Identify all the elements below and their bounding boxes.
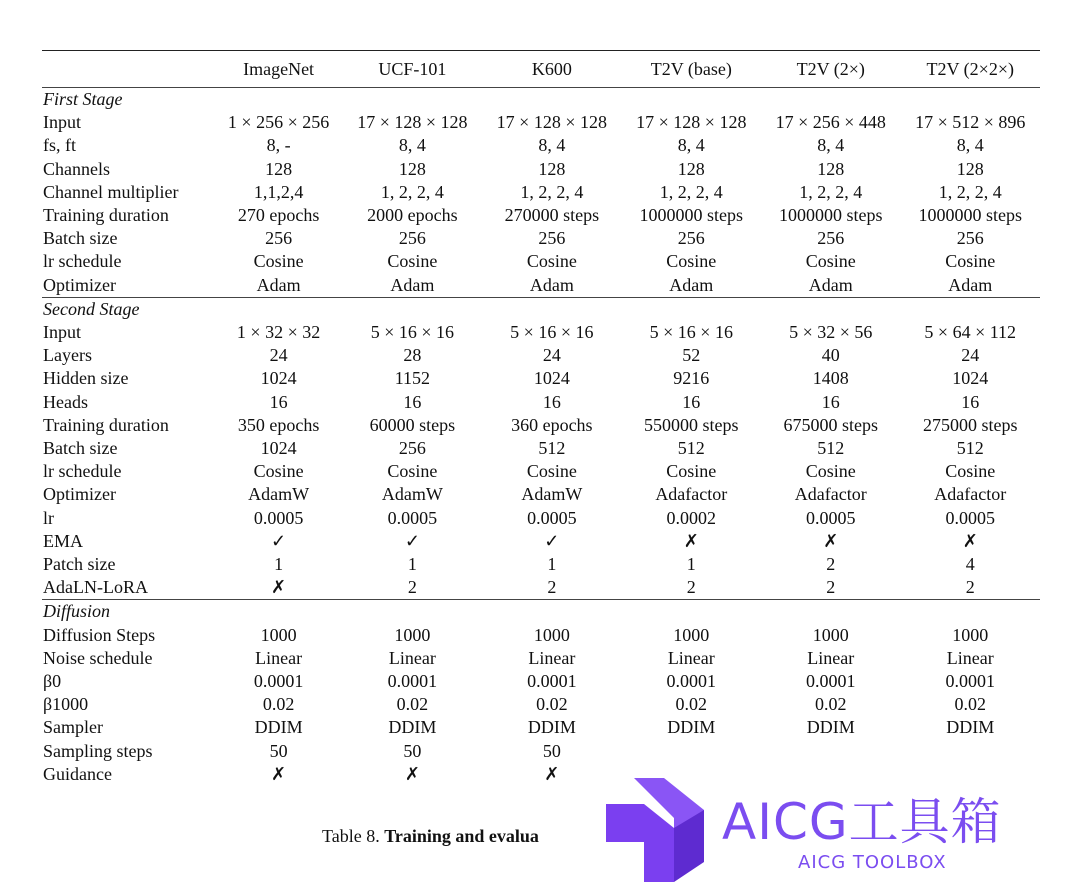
table-cell: ✗	[683, 530, 699, 551]
table-cell: 256	[538, 228, 566, 249]
table-cell: 1152	[394, 368, 431, 389]
row-label: Optimizer	[43, 274, 116, 295]
table-cell: 52	[682, 345, 701, 366]
table-cell: 1000	[533, 624, 570, 645]
table-cell: 8, 4	[817, 135, 845, 156]
table-cell: 0.0005	[387, 507, 438, 528]
table-cell: 1, 2, 2, 4	[799, 181, 863, 202]
table-cell: 256	[817, 228, 845, 249]
row-label: Input	[43, 112, 81, 133]
table-cell: 2	[547, 577, 557, 598]
row-label: lr schedule	[43, 461, 122, 482]
table-cell: 5 × 16 × 16	[370, 322, 455, 343]
table-row	[42, 204, 1040, 227]
table-cell: 60000 steps	[369, 414, 456, 435]
table-cell: 275000 steps	[923, 414, 1018, 435]
table-cell: 128	[677, 158, 705, 179]
row-label: EMA	[43, 530, 83, 551]
hyperparameter-table	[42, 50, 1040, 790]
table-cell: 24	[269, 345, 288, 366]
table-row	[42, 483, 1040, 506]
table-cell: ✓	[404, 530, 420, 551]
row-label: Heads	[43, 391, 88, 412]
table-cell: 1	[547, 554, 557, 575]
table-row	[42, 507, 1040, 530]
table-cell: 0.02	[954, 694, 986, 715]
row-label: Guidance	[43, 763, 112, 784]
table-cell: 28	[403, 345, 422, 366]
table-row	[42, 647, 1040, 670]
table-cell: 0.0005	[253, 507, 304, 528]
table-cell: 2	[826, 554, 836, 575]
table-row	[42, 274, 1040, 298]
row-label: Layers	[43, 345, 92, 366]
table-cell: 1000000 steps	[639, 205, 744, 226]
table-cell: 1	[274, 554, 284, 575]
table-row	[42, 576, 1040, 600]
table-row	[42, 670, 1040, 693]
table-cell: 256	[398, 438, 426, 459]
table-cell: 16	[542, 391, 561, 412]
table-cell: Cosine	[387, 461, 438, 482]
table-row	[42, 250, 1040, 273]
row-label: β0	[43, 671, 62, 692]
table-cell: 5 × 16 × 16	[649, 322, 733, 343]
table-cell: 17 × 128 × 128	[357, 112, 468, 133]
header-cell: T2V (2×2×)	[901, 51, 1041, 88]
row-label: Training duration	[43, 205, 169, 226]
table-cell: 0.0001	[387, 671, 438, 692]
table-cell: Cosine	[805, 251, 856, 272]
table-cell: 24	[542, 345, 561, 366]
table-row	[42, 740, 1040, 763]
table-cell: 270000 steps	[504, 205, 600, 226]
row-label: Diffusion Steps	[43, 624, 156, 645]
table-cell: ✗	[404, 763, 420, 784]
table-cell: 1,1,2,4	[253, 181, 304, 202]
table-cell: 270 epochs	[237, 205, 320, 226]
section-title: Second Stage	[42, 297, 1040, 321]
table-cell: DDIM	[946, 717, 995, 738]
table-cell: 4	[965, 554, 975, 575]
table-cell: 1408	[812, 368, 849, 389]
table-cell: 256	[677, 228, 705, 249]
table-cell: 1, 2, 2, 4	[520, 181, 584, 202]
table-cell: 128	[817, 158, 845, 179]
table-cell: Cosine	[666, 461, 717, 482]
table-cell: 2	[965, 577, 975, 598]
row-label: β1000	[43, 694, 89, 715]
table-cell: 1000	[673, 624, 710, 645]
table-cell: 8, 4	[956, 135, 984, 156]
table-cell: Adam	[529, 274, 574, 295]
table-cell: DDIM	[527, 717, 576, 738]
table-cell: Linear	[255, 647, 303, 668]
caption-prefix: Table 8.	[322, 826, 385, 846]
table-cell: Cosine	[666, 251, 717, 272]
table-cell: 1000	[952, 624, 989, 645]
table-cell: Cosine	[387, 251, 438, 272]
table-cell: 0.0001	[945, 671, 995, 692]
row-label: Optimizer	[43, 484, 116, 505]
table-cell: 0.0001	[666, 671, 717, 692]
table-cell: DDIM	[254, 717, 303, 738]
header-cell	[42, 51, 215, 88]
table-cell: 0.02	[396, 694, 429, 715]
table-cell: AdamW	[248, 484, 310, 505]
table-cell: 50	[542, 740, 561, 761]
table-row	[42, 391, 1040, 414]
table-cell: ✗	[271, 577, 287, 598]
table-row	[42, 553, 1040, 576]
row-label: Patch size	[43, 554, 116, 575]
table-cell: ✓	[544, 530, 560, 551]
table-cell: ✗	[823, 530, 839, 551]
table-cell: Cosine	[805, 461, 856, 482]
table-cell: 256	[398, 228, 426, 249]
table-cell: 128	[956, 158, 984, 179]
table-cell: Linear	[667, 647, 715, 668]
table-cell: Adam	[390, 274, 435, 295]
table-cell: 16	[821, 391, 840, 412]
table-cell: Adafactor	[655, 484, 728, 505]
table-cell: 8, -	[266, 135, 291, 156]
table-cell: 8, 4	[538, 135, 566, 156]
header-cell: UCF-101	[343, 51, 482, 88]
row-label: Sampler	[43, 717, 103, 738]
row-label: Channel multiplier	[43, 181, 179, 202]
table-cell: 256	[956, 228, 984, 249]
table-cell: 550000 steps	[644, 414, 739, 435]
table-cell: 1, 2, 2, 4	[659, 181, 723, 202]
table-row	[42, 367, 1040, 390]
table-cell: Cosine	[526, 251, 577, 272]
table-cell: 1000000 steps	[779, 205, 883, 226]
row-label: Batch size	[43, 438, 118, 459]
table-cell: ✗	[544, 763, 560, 784]
section-title-row	[42, 600, 1040, 624]
table-cell: 0.0001	[806, 671, 856, 692]
table-cell: Adam	[256, 274, 301, 295]
table-cell: ✗	[962, 530, 978, 551]
table-row	[42, 321, 1040, 344]
table-cell: Cosine	[526, 461, 577, 482]
row-label: Sampling steps	[43, 740, 153, 761]
table-cell: 0.02	[262, 694, 295, 715]
row-label: Batch size	[43, 228, 118, 249]
table-cell: 16	[961, 391, 980, 412]
table-cell: 8, 4	[398, 135, 426, 156]
row-label: Training duration	[43, 414, 169, 435]
table-cell: 1 × 32 × 32	[236, 322, 321, 343]
row-label: Channels	[43, 158, 110, 179]
section-title: First Stage	[43, 89, 123, 109]
table-cell: Adam	[808, 274, 853, 295]
table-cell: Linear	[807, 647, 855, 668]
table-cell: DDIM	[806, 717, 855, 738]
table-cell: 256	[265, 228, 293, 249]
watermark-title: AICG工具箱	[722, 793, 1002, 851]
table-cell: 0.0001	[527, 671, 577, 692]
table-cell: Cosine	[253, 251, 304, 272]
table-cell: 1000	[812, 624, 849, 645]
table-cell: 128	[538, 158, 566, 179]
table-cell: Adam	[669, 274, 714, 295]
table-cell: 1000	[394, 624, 431, 645]
table-cell: 1, 2, 2, 4	[380, 181, 444, 202]
table-cell: 16	[269, 391, 288, 412]
table-cell: 0.0002	[666, 507, 717, 528]
table-header-row	[42, 51, 1040, 88]
table-cell: 1024	[260, 368, 297, 389]
table-cell: 16	[682, 391, 701, 412]
table-cell: Adafactor	[934, 484, 1007, 505]
table-cell: 2	[826, 577, 836, 598]
table-cell: 0.02	[536, 694, 568, 715]
table-cell: 50	[403, 740, 422, 761]
table-cell: 512	[817, 438, 845, 459]
table-cell: 512	[956, 438, 984, 459]
table-cell: 0.0005	[806, 507, 856, 528]
table-cell: 5 × 64 × 112	[924, 322, 1017, 343]
table-row	[42, 437, 1040, 460]
table-row	[42, 227, 1040, 250]
table-row	[42, 716, 1040, 739]
table-cell: 17 × 256 × 448	[775, 112, 886, 133]
row-label: Hidden size	[43, 368, 129, 389]
table-cell: 24	[961, 345, 980, 366]
table-cell: Linear	[388, 647, 436, 668]
table-row	[42, 693, 1040, 716]
table-cell: 512	[538, 438, 566, 459]
table-cell: DDIM	[667, 717, 716, 738]
table-cell: 9216	[673, 368, 710, 389]
table-row	[42, 134, 1040, 157]
table-cell	[901, 740, 1041, 763]
table-cell: AdamW	[521, 484, 583, 505]
row-label: lr schedule	[43, 251, 122, 272]
table-row	[42, 344, 1040, 367]
table-row	[42, 181, 1040, 204]
table-cell	[761, 740, 900, 763]
table-cell: Cosine	[945, 461, 996, 482]
section-title: Diffusion	[42, 600, 1040, 624]
table-cell: 0.02	[815, 694, 847, 715]
row-label: fs, ft	[43, 135, 76, 156]
table-cell: 8, 4	[677, 135, 705, 156]
table-row	[42, 414, 1040, 437]
table-cell: 16	[403, 391, 422, 412]
table-cell: 1	[407, 554, 417, 575]
table-cell: 512	[677, 438, 705, 459]
table-caption	[322, 826, 539, 847]
table-cell: 1024	[533, 368, 570, 389]
watermark-subtitle: AICG TOOLBOX	[798, 852, 947, 873]
table-cell: ✓	[271, 530, 287, 551]
table-cell: 1 × 256 × 256	[227, 112, 330, 133]
row-label: lr	[43, 507, 54, 528]
table-cell: Adafactor	[794, 484, 867, 505]
table-cell: 360 epochs	[511, 414, 593, 435]
table-cell: 0.0005	[945, 507, 995, 528]
header-cell: K600	[482, 51, 621, 88]
table-cell: 17 × 128 × 128	[496, 112, 607, 133]
table-cell: 1000000 steps	[918, 205, 1022, 226]
table-cell: 1024	[260, 438, 297, 459]
table-cell: 2000 epochs	[367, 205, 458, 226]
table-cell: 40	[821, 345, 840, 366]
table-row	[42, 158, 1040, 181]
table-cell: Cosine	[253, 461, 304, 482]
table-row	[42, 530, 1040, 553]
table-body	[42, 88, 1040, 791]
header-cell: ImageNet	[215, 51, 343, 88]
section-title-row	[42, 88, 1040, 112]
table-cell: 1000	[260, 624, 297, 645]
table-row	[42, 460, 1040, 483]
row-label: Input	[43, 322, 81, 343]
table-cell: 50	[269, 740, 288, 761]
table-cell: 5 × 16 × 16	[510, 322, 594, 343]
table-cell: ✗	[271, 763, 287, 784]
table-cell: 17 × 128 × 128	[636, 112, 747, 133]
table-cell: 2	[407, 577, 417, 598]
table-cell: 1	[686, 554, 696, 575]
table-cell: 1024	[952, 368, 989, 389]
table-cell: 0.0005	[527, 507, 577, 528]
caption-bold: Training and evalua	[384, 826, 539, 846]
watermark-logo-icon	[604, 770, 714, 890]
table-row	[42, 111, 1040, 134]
table-cell: 128	[398, 158, 426, 179]
table-cell: AdamW	[381, 484, 443, 505]
table-cell: 2	[686, 577, 696, 598]
table-cell: Cosine	[945, 251, 996, 272]
table-cell	[622, 740, 761, 763]
row-label: Noise schedule	[43, 647, 153, 668]
header-cell: T2V (base)	[622, 51, 761, 88]
table-cell: 17 × 512 × 896	[915, 112, 1026, 133]
row-label: AdaLN-LoRA	[43, 577, 148, 598]
table-cell: 128	[265, 158, 293, 179]
table-row	[42, 624, 1040, 647]
table-cell: Linear	[528, 647, 576, 668]
table-cell: 1, 2, 2, 4	[938, 181, 1002, 202]
header-cell: T2V (2×)	[761, 51, 900, 88]
section-title-row	[42, 297, 1040, 321]
table-cell: DDIM	[388, 717, 437, 738]
table-cell: 350 epochs	[237, 414, 320, 435]
table-cell: 0.02	[675, 694, 708, 715]
table-cell: Linear	[946, 647, 994, 668]
table-cell: 0.0001	[253, 671, 304, 692]
table-cell: Adam	[948, 274, 993, 295]
table-cell: 5 × 32 × 56	[789, 322, 873, 343]
table-cell: 675000 steps	[783, 414, 879, 435]
